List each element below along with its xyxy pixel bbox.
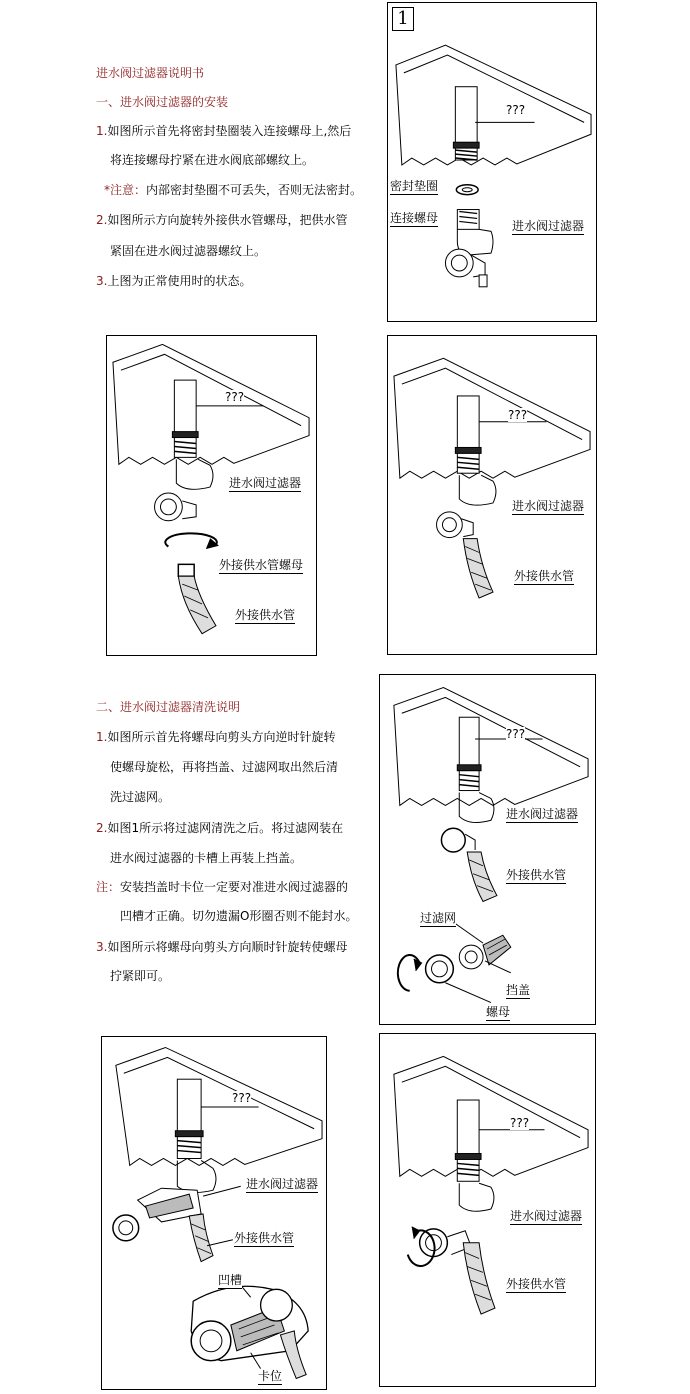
section2-heading: 二、进水阀过滤器清洗说明 (96, 700, 241, 714)
figure-5-filter-label: 进水阀过滤器 (246, 1177, 319, 1191)
figure-5-tab-label: 卡位 (258, 1369, 283, 1383)
figure-5-pipe-label: ??? (232, 1091, 252, 1105)
figure-6-hose-label: 外接供水管 (506, 1277, 567, 1291)
figure-2-hose-nut-label: 外接供水管螺母 (219, 558, 304, 572)
section1-note: *注意：内部密封垫圈不可丢失，否则无法密封。 (104, 183, 363, 197)
figure-4-screen-label: 过滤网 (420, 911, 457, 925)
section2-note-line2: 凹槽才正确。切勿遗漏O形圈否则不能封水。 (120, 909, 358, 923)
figure-4-drawing (380, 675, 595, 1024)
section2-step3-line2: 拧紧即可。 (110, 969, 171, 983)
section1-heading: 一、进水阀过滤器的安装 (96, 95, 229, 109)
figure-6 (379, 1033, 596, 1387)
figure-4-filter-label: 进水阀过滤器 (506, 807, 579, 821)
figure-5-drawing (102, 1037, 326, 1389)
section1-step3-line1: 3.上图为正常使用时的状态。 (96, 274, 252, 288)
figure-6-filter-label: 进水阀过滤器 (510, 1209, 583, 1223)
figure-1-filter-label: 进水阀过滤器 (512, 219, 585, 233)
figure-3-filter-label: 进水阀过滤器 (512, 499, 585, 513)
figure-6-pipe-label: ??? (510, 1116, 530, 1130)
section2-step2-line2: 进水阀过滤器的卡槽上再装上挡盖。 (110, 851, 303, 865)
figure-2-pipe-label: ??? (225, 390, 245, 404)
figure-3-hose-label: 外接供水管 (514, 569, 575, 583)
section1-step2-line2: 紧固在进水阀过滤器螺纹上。 (110, 244, 267, 258)
section2-step1-line3: 洗过滤网。 (110, 790, 171, 804)
figure-2-filter-label: 进水阀过滤器 (229, 476, 302, 490)
figure-4-cap-label: 挡盖 (506, 983, 531, 997)
doc-title: 进水阀过滤器说明书 (96, 66, 205, 80)
figure-1-drawing (388, 3, 596, 321)
section2-step3-line1: 3.如图所示将螺母向剪头方向顺时针旋转使螺母 (96, 940, 348, 954)
section1-step1-line1: 1.如图所示首先将密封垫圈装入连接螺母上,然后 (96, 124, 352, 138)
figure-3-pipe-label: ??? (508, 408, 528, 422)
figure-3-drawing (388, 336, 596, 654)
section2-step1-line1: 1.如图所示首先将螺母向剪头方向逆时针旋转 (96, 730, 336, 744)
figure-1-nut-label: 连接螺母 (390, 211, 439, 225)
figure-4-hose-label: 外接供水管 (506, 868, 567, 882)
figure-4 (379, 674, 596, 1025)
section1-step1-line2: 将连接螺母拧紧在进水阀底部螺纹上。 (110, 153, 315, 167)
figure-2 (106, 335, 317, 656)
section2-note-line1: 注：安装挡盖时卡位一定要对准进水阀过滤器的 (96, 880, 349, 894)
figure-3 (387, 335, 597, 655)
figure-5-hose-label: 外接供水管 (234, 1231, 295, 1245)
figure-number: 1 (392, 7, 414, 31)
figure-1-pipe-label: ??? (506, 103, 526, 117)
figure-1 (387, 2, 597, 322)
figure-1-gasket-label: 密封垫圈 (390, 179, 439, 193)
figure-4-pipe-label: ??? (506, 727, 526, 741)
figure-4-nut-label: 螺母 (486, 1005, 511, 1019)
section2-step2-line1: 2.如图1所示将过滤网清洗之后。将过滤网装在 (96, 821, 344, 835)
figure-2-hose-label: 外接供水管 (235, 608, 296, 622)
figure-5 (101, 1036, 327, 1390)
section2-step1-line2: 使螺母旋松，再将挡盖、过滤网取出然后清 (110, 760, 339, 774)
section1-step2-line1: 2.如图所示方向旋转外接供水管螺母，把供水管 (96, 213, 348, 227)
figure-5-groove-label: 凹槽 (218, 1273, 243, 1287)
